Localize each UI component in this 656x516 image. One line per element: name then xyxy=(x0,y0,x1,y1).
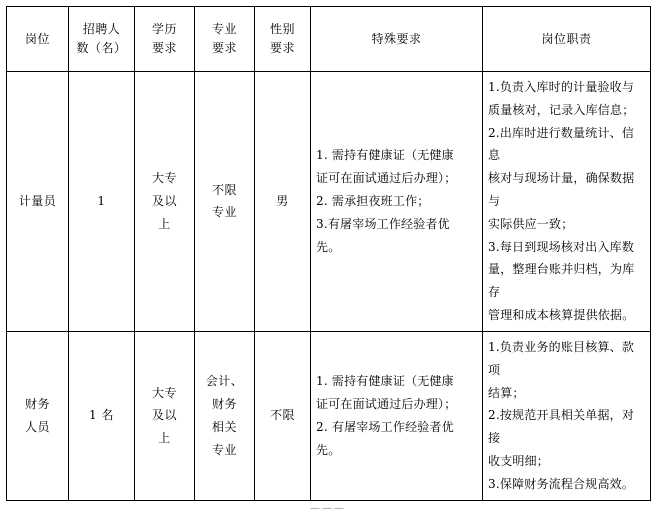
table-row xyxy=(7,331,651,500)
special-line: 1. 需持有健康证（无健康 xyxy=(316,148,454,163)
cell-education-line: 大专 xyxy=(151,171,177,186)
column-header-education-line1: 学历 xyxy=(151,22,177,37)
column-header-duty: 岗位职责 xyxy=(483,7,651,72)
cell-major-line: 专业 xyxy=(211,442,237,457)
special-line: 证可在面试通过后办理）； xyxy=(316,171,457,186)
cell-gender: 不限 xyxy=(255,331,311,500)
column-header-major xyxy=(195,7,255,72)
duty-line: 管理和成本核算提供依据。 xyxy=(488,307,635,322)
duty-line: 量，整理台账并归档，为库存 xyxy=(488,262,635,300)
cell-gender: 男 xyxy=(255,72,311,332)
duty-line: 2.按规范开具相关单据，对接 xyxy=(488,408,635,446)
duty-line: 实际供应一致； xyxy=(488,216,574,231)
column-header-major-line2: 要求 xyxy=(211,41,237,55)
cell-major xyxy=(195,331,255,500)
table-row xyxy=(7,72,651,332)
duty-line: 3.保障财务流程合规高效。 xyxy=(488,476,635,491)
column-header-major-line1: 专业 xyxy=(211,22,237,37)
cell-major-line: 会计、 xyxy=(205,374,244,389)
column-header-gender-line1: 性别 xyxy=(269,22,295,37)
cell-special-requirements xyxy=(311,72,483,332)
table-body xyxy=(7,72,651,501)
cell-special-requirements xyxy=(311,331,483,500)
special-line: 先。 xyxy=(316,442,341,457)
cell-major-line: 财务 xyxy=(211,396,237,411)
duty-line: 收支明细； xyxy=(488,453,550,468)
special-line: 3.有屠宰场工作经验者优 xyxy=(316,216,450,231)
cell-post-line: 人员 xyxy=(24,419,50,434)
duty-line: 1.负责业务的账目核算、款项 xyxy=(488,339,635,377)
duty-line: 1.负责入库时的计量验收与 xyxy=(488,80,635,94)
cell-education-line: 上 xyxy=(158,431,171,446)
column-header-count-line2: 数（名） xyxy=(76,41,127,55)
cell-post: 计量员 xyxy=(7,72,69,332)
column-header-post: 岗位 xyxy=(7,7,69,72)
column-header-special: 特殊要求 xyxy=(311,7,483,72)
column-header-gender-line2: 要求 xyxy=(269,41,295,55)
page-footer-rule: ——— xyxy=(310,503,346,514)
cell-education-line: 上 xyxy=(158,216,171,231)
recruitment-table xyxy=(6,6,651,501)
table-header-row xyxy=(7,7,651,72)
cell-education-line: 及以 xyxy=(151,193,177,208)
cell-post xyxy=(7,331,69,500)
cell-education-line: 大专 xyxy=(151,385,177,400)
special-line: 2. 需承担夜班工作； xyxy=(316,193,430,208)
special-line: 先。 xyxy=(316,239,341,254)
cell-education-line: 及以 xyxy=(151,408,177,423)
special-line: 1. 需持有健康证（无健康 xyxy=(316,374,454,389)
special-line: 2. 有屠宰场工作经验者优 xyxy=(316,419,454,434)
cell-major xyxy=(195,72,255,332)
duty-line: 核对与现场计量，确保数据与 xyxy=(488,171,635,208)
duty-line: 2.出库时进行数量统计、信息 xyxy=(488,125,635,163)
column-header-count xyxy=(69,7,135,72)
column-header-education xyxy=(135,7,195,72)
cell-count: 1 名 xyxy=(69,331,135,500)
cell-education xyxy=(135,331,195,500)
cell-duties xyxy=(483,72,651,332)
cell-major-line: 专业 xyxy=(211,205,237,220)
column-header-education-line2: 要求 xyxy=(151,41,177,55)
cell-duties xyxy=(483,331,651,500)
duty-line: 质量核对，记录入库信息； xyxy=(488,102,635,117)
special-line: 证可在面试通过后办理）； xyxy=(316,396,457,411)
cell-education xyxy=(135,72,195,332)
cell-count: 1 xyxy=(69,72,135,332)
duty-line: 3.每日到现场核对出入库数 xyxy=(488,239,635,254)
cell-major-line: 相关 xyxy=(211,419,237,434)
column-header-gender xyxy=(255,7,311,72)
duty-line: 结算； xyxy=(488,385,525,400)
cell-major-line: 不限 xyxy=(211,182,237,197)
column-header-count-line1: 招聘人 xyxy=(82,22,121,37)
cell-post-line: 财务 xyxy=(24,396,50,411)
table-header xyxy=(7,7,651,72)
